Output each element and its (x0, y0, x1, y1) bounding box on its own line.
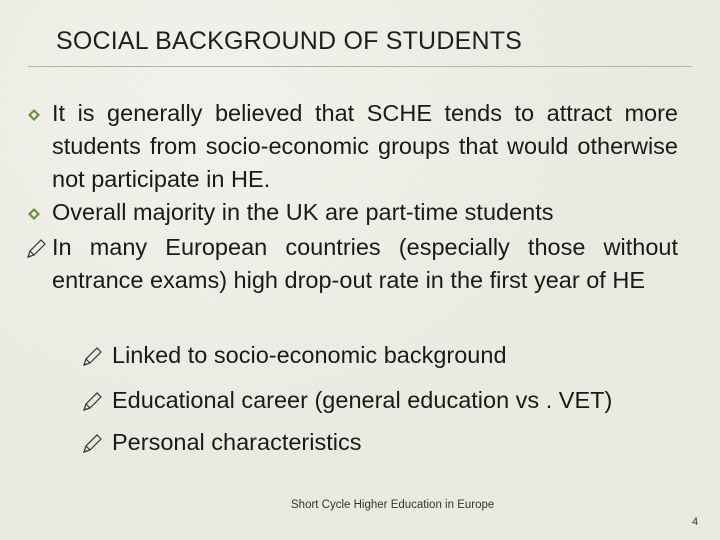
diamond-bullet-icon (28, 109, 40, 121)
sub-bullet-text-1: Linked to socio-economic background (112, 342, 507, 368)
pen-bullet-icon (82, 434, 102, 454)
bullet-item-3 (28, 231, 678, 297)
sub-bullet-item-3 (84, 426, 361, 459)
bullet-text-1: It is generally believed that SCHE tends to attract more students from socio-economic groups that would otherwise not participate in HE. (52, 100, 678, 192)
sub-bullet-item-2 (84, 384, 612, 417)
bullet-text-3: In many European countries (especially those without entrance exams) high drop-out rate in the first year of HE (52, 234, 678, 293)
slide-footer: Short Cycle Higher Education in Europe (291, 499, 495, 511)
pen-bullet-icon (82, 392, 102, 412)
page-number: 4 (692, 516, 699, 528)
sub-bullet-item-1 (84, 339, 507, 372)
sub-bullet-text-2: Educational career (general education vs . VET) (112, 387, 613, 413)
pen-bullet-icon (26, 239, 46, 259)
slide-title: SOCIAL BACKGROUND OF STUDENTS (56, 27, 523, 55)
diamond-bullet-icon (28, 208, 40, 220)
pen-bullet-icon (82, 347, 102, 367)
bullet-text-2: Overall majority in the UK are part-time students (52, 199, 554, 225)
bullet-item-1 (28, 97, 678, 196)
sub-bullet-text-3: Personal characteristics (112, 429, 362, 455)
title-divider (28, 66, 692, 67)
bullet-item-2 (28, 196, 678, 229)
